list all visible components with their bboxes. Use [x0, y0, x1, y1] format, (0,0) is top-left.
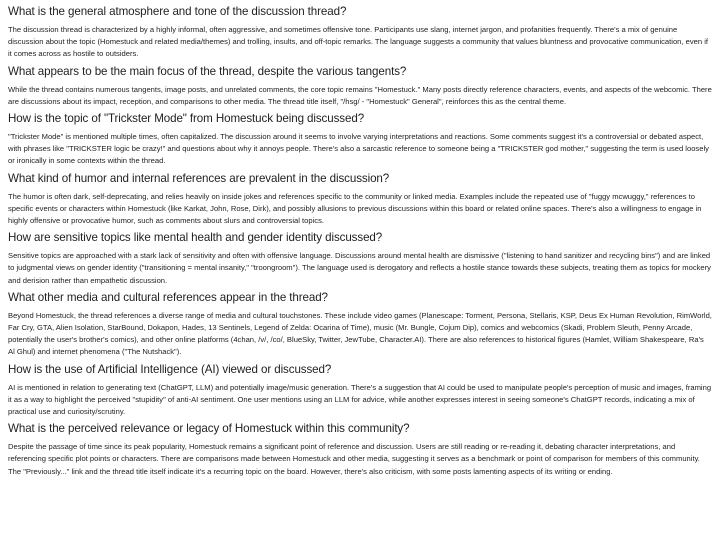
answer-text: Despite the passage of time since its peak popularity, Homestuck remains a significant point of reference and discussion. Users are still reading or re-reading it, debating character interpretations, and referencing specific plot points or characters. There are comparisons made between Homestuck and other media, suggesting it serves as a benchmark or point of comparison for members of this community. The "Previously..." link and the thread title itself indicate it's a recurring topic on the board. However, there's also criticism, with some posts lamenting aspects of its writing or ending.	[8, 442, 700, 476]
faq-section-sensitive-topics	[8, 231, 712, 287]
faq-section-atmosphere	[8, 5, 712, 61]
faq-section-legacy	[8, 422, 712, 478]
answer-text: The discussion thread is characterized by a highly informal, often aggressive, and sometimes offensive tone. Participants use slang, internet jargon, and profanities frequently. There's a mix of genuine discussion about the topic (Homestuck and related media/themes) and trolling, insults, and off-topic remarks. The language suggests a community that values bluntness and provocative communication, even if it comes across as hostile to outsiders.	[8, 25, 708, 59]
question-heading: What appears to be the main focus of the thread, despite the various tangents?	[8, 64, 407, 78]
faq-section-main-focus	[8, 65, 712, 108]
answer-text: "Trickster Mode" is mentioned multiple times, often capitalized. The discussion around it seems to involve varying interpretations and reactions. Some comments suggest it's a controversial or debated aspect, with phrases like "TRICKSTER logic be crazy!" and questions about why it annoys people. There's also a sarcastic reference to someone being a "TRICKSTER god mother," suggesting the term is used loosely or ironically in some contexts within the thread.	[8, 132, 709, 166]
answer-text: The humor is often dark, self-deprecating, and relies heavily on inside jokes and references specific to the community or linked media. Examples include the repeated use of "fuggy mcwuggy," references to specific events or characters within Homestuck (like Karkat, John, Rose, Dirk), and possibly allusions to previous discussions within this board or related online spaces. There's also a willingness to engage in highly offensive or provocative humor, such as comments about slurs and controversial topics.	[8, 191, 702, 226]
question-heading: What other media and cultural references appear in the thread?	[8, 290, 328, 304]
answer-text: Beyond Homestuck, the thread references a diverse range of media and cultural touchstones. These include video games (Planescape: Torment, Persona, Stellaris, KSP, Deus Ex Human Revolution, RimWorld, Far Cry, GTA, Alien Isolation, StarBound, Dokapon, Hades, 13 Sentinels, Legend of Zelda: Ocarina of Time), music (Mr. Bungle, Cojum Dip), comics and webcomics (Skadi, Problem Sleuth, Penny Arcade, potentially the user's brother's comics), and other online platforms (4chan, /v/, /co/, BlueSky, Twitter, JewTube, Character.AI). There are also references to historical figures (Hamlet, William Shakespeare, Ra's Al Ghul) and internet phenomena ("The Nutshack").	[8, 310, 712, 357]
faq-section-trickster-mode	[8, 112, 712, 168]
faq-section-humor	[8, 172, 712, 228]
answer-text: AI is mentioned in relation to generating text (ChatGPT, LLM) and potentially image/music generation. There's a suggestion that AI could be used to manipulate people's perception of music and images, framing it as a way to highlight the perceived "stupidity" of anti-AI sentiment. One user mentions using an LLM for advice, while another expresses interest in seeing someone's ChatGPT records, indicating a mix of practical use and curiosity/scrutiny.	[8, 382, 712, 417]
answer-text: While the thread contains numerous tangents, image posts, and unrelated comments, the core topic remains "Homestuck." Many posts directly reference characters, events, and aspects of the webcomic. There are discussions about its impact, reception, and comparisons to other media. The thread title itself, "/hsg/ - "Homestuck" General", reinforces this as the central theme.	[8, 84, 712, 106]
answer-text: Sensitive topics are approached with a stark lack of sensitivity and often with offensive language. Discussions around mental health are dismissive ("listening to hand sanitizer and recycling bins") and are linked to judgmental views on gender identity ("transitioning = mental insanity," "troongroom"). The language used is derogatory and reflects a hostile stance towards these subjects, treating them as topics for mockery and derision rather than empathetic discussion.	[8, 251, 711, 285]
question-heading: What is the perceived relevance or legacy of Homestuck within this community?	[8, 422, 410, 436]
question-heading: How is the use of Artificial Intelligence (AI) viewed or discussed?	[8, 362, 332, 376]
question-heading: What kind of humor and internal references are prevalent in the discussion?	[8, 171, 390, 185]
question-heading: How are sensitive topics like mental health and gender identity discussed?	[8, 231, 383, 245]
question-heading: How is the topic of "Trickster Mode" from Homestuck being discussed?	[8, 112, 365, 126]
faq-section-media-references	[8, 291, 712, 359]
question-heading: What is the general atmosphere and tone of the discussion thread?	[8, 5, 347, 18]
faq-section-ai	[8, 363, 712, 419]
